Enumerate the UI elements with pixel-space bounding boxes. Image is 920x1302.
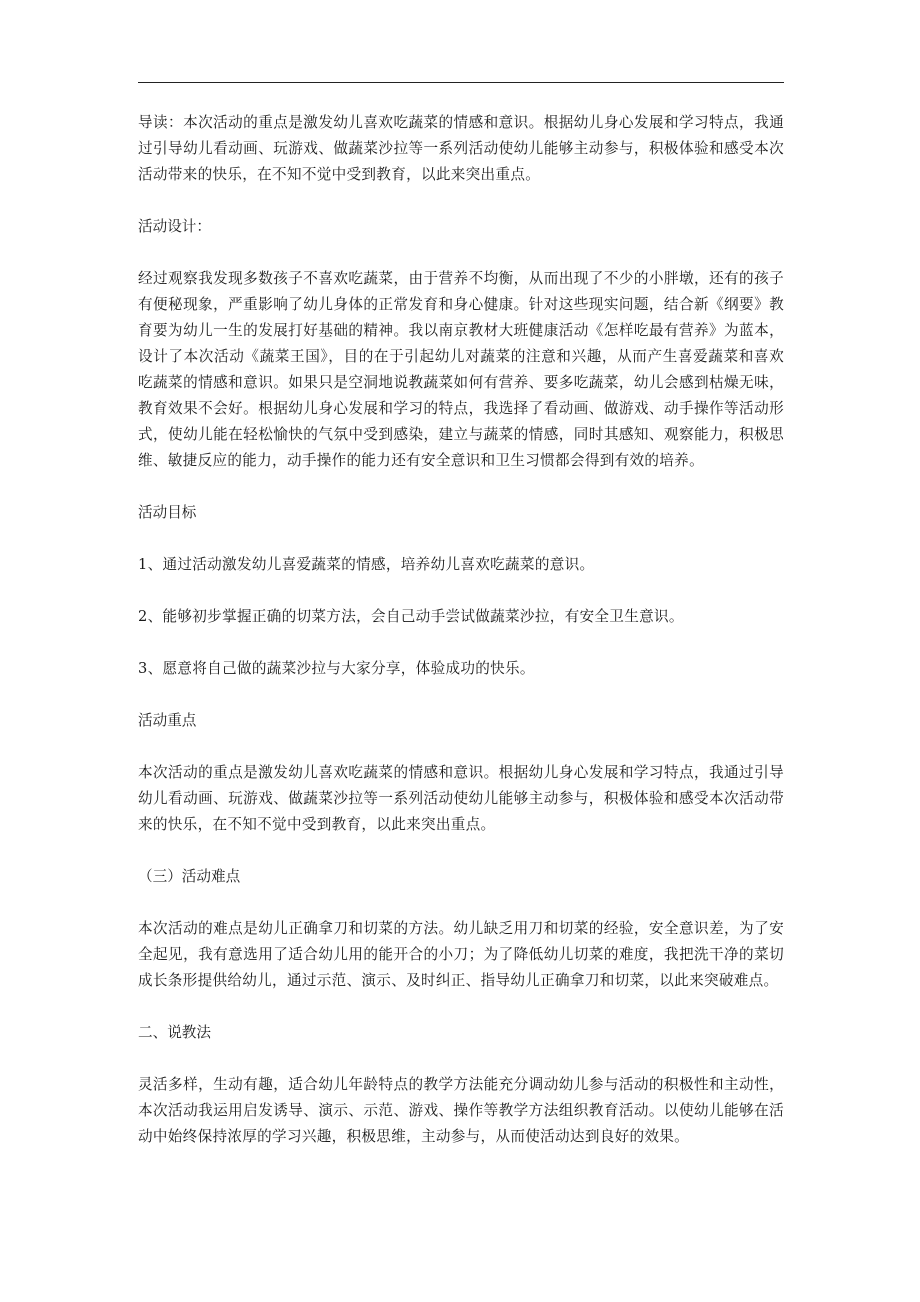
goal-item-1: 1、通过活动激发幼儿喜爱蔬菜的情感，培养幼儿喜欢吃蔬菜的意识。: [138, 556, 595, 573]
teaching-paragraph: 灵活多样，生动有趣，适合幼儿年龄特点的教学方法能充分调动幼儿参与活动的积极性和主动性，本次活动我运用启发诱导、演示、示范、游戏、操作等教学方法组织教育活动。以使幼儿能够在活动中始终保持浓厚的学习兴趣，积极思维，主动参与，从而使活动达到良好的效果。: [138, 1076, 784, 1145]
design-heading: 活动设计：: [138, 218, 211, 235]
teaching-heading: 二、说教法: [138, 1024, 211, 1041]
key-point-paragraph: 本次活动的重点是激发幼儿喜欢吃蔬菜的情感和意识。根据幼儿身心发展和学习特点，我通过引导幼儿看动画、玩游戏、做蔬菜沙拉等一系列活动使幼儿能够主动参与，积极体验和感受本次活动带来的快乐，在不知不觉中受到教育，以此来突出重点。: [138, 764, 784, 833]
key-point-heading: 活动重点: [138, 712, 197, 729]
intro-paragraph: 导读：本次活动的重点是激发幼儿喜欢吃蔬菜的情感和意识。根据幼儿身心发展和学习特点，我通过引导幼儿看动画、玩游戏、做蔬菜沙拉等一系列活动使幼儿能够主动参与，积极体验和感受本次活动带来的快乐，在不知不觉中受到教育，以此来突出重点。: [138, 114, 784, 183]
goal-item-3: 3、愿意将自己做的蔬菜沙拉与大家分享，体验成功的快乐。: [138, 660, 535, 677]
goal-item-2: 2、能够初步掌握正确的切菜方法，会自己动手尝试做蔬菜沙拉，有安全卫生意识。: [138, 608, 684, 625]
difficulty-paragraph: 本次活动的难点是幼儿正确拿刀和切菜的方法。幼儿缺乏用刀和切菜的经验，安全意识差，为了安全起见，我有意选用了适合幼儿用的能开合的小刀；为了降低幼儿切菜的难度，我把洗干净的菜切成长条形提供给幼儿，通过示范、演示、及时纠正、指导幼儿正确拿刀和切菜，以此来突破难点。: [138, 920, 784, 989]
design-paragraph: 经过观察我发现多数孩子不喜欢吃蔬菜，由于营养不均衡，从而出现了不少的小胖墩，还有的孩子有便秘现象，严重影响了幼儿身体的正常发育和身心健康。针对这些现实问题，结合新《纲要》教育要为幼儿一生的发展打好基础的精神。我以南京教材大班健康活动《怎样吃最有营养》为蓝本，设计了本次活动《蔬菜王国》，目的在于引起幼儿对蔬菜的注意和兴趣，从而产生喜爱蔬菜和喜欢吃蔬菜的情感和意识。如果只是空洞地说教蔬菜如何有营养、要多吃蔬菜，幼儿会感到枯燥无味，教育效果不会好。根据幼儿身心发展和学习的特点，我选择了看动画、做游戏、动手操作等活动形式，使幼儿能在轻松愉快的气氛中受到感染，建立与蔬菜的情感，同时其感知、观察能力，积极思维、敏捷反应的能力，动手操作的能力还有安全意识和卫生习惯都会得到有效的培养。: [138, 270, 784, 469]
goals-heading: 活动目标: [138, 504, 197, 521]
document-body: [138, 110, 784, 1176]
difficulty-heading: （三）活动难点: [138, 868, 241, 885]
header-rule: [138, 82, 784, 83]
